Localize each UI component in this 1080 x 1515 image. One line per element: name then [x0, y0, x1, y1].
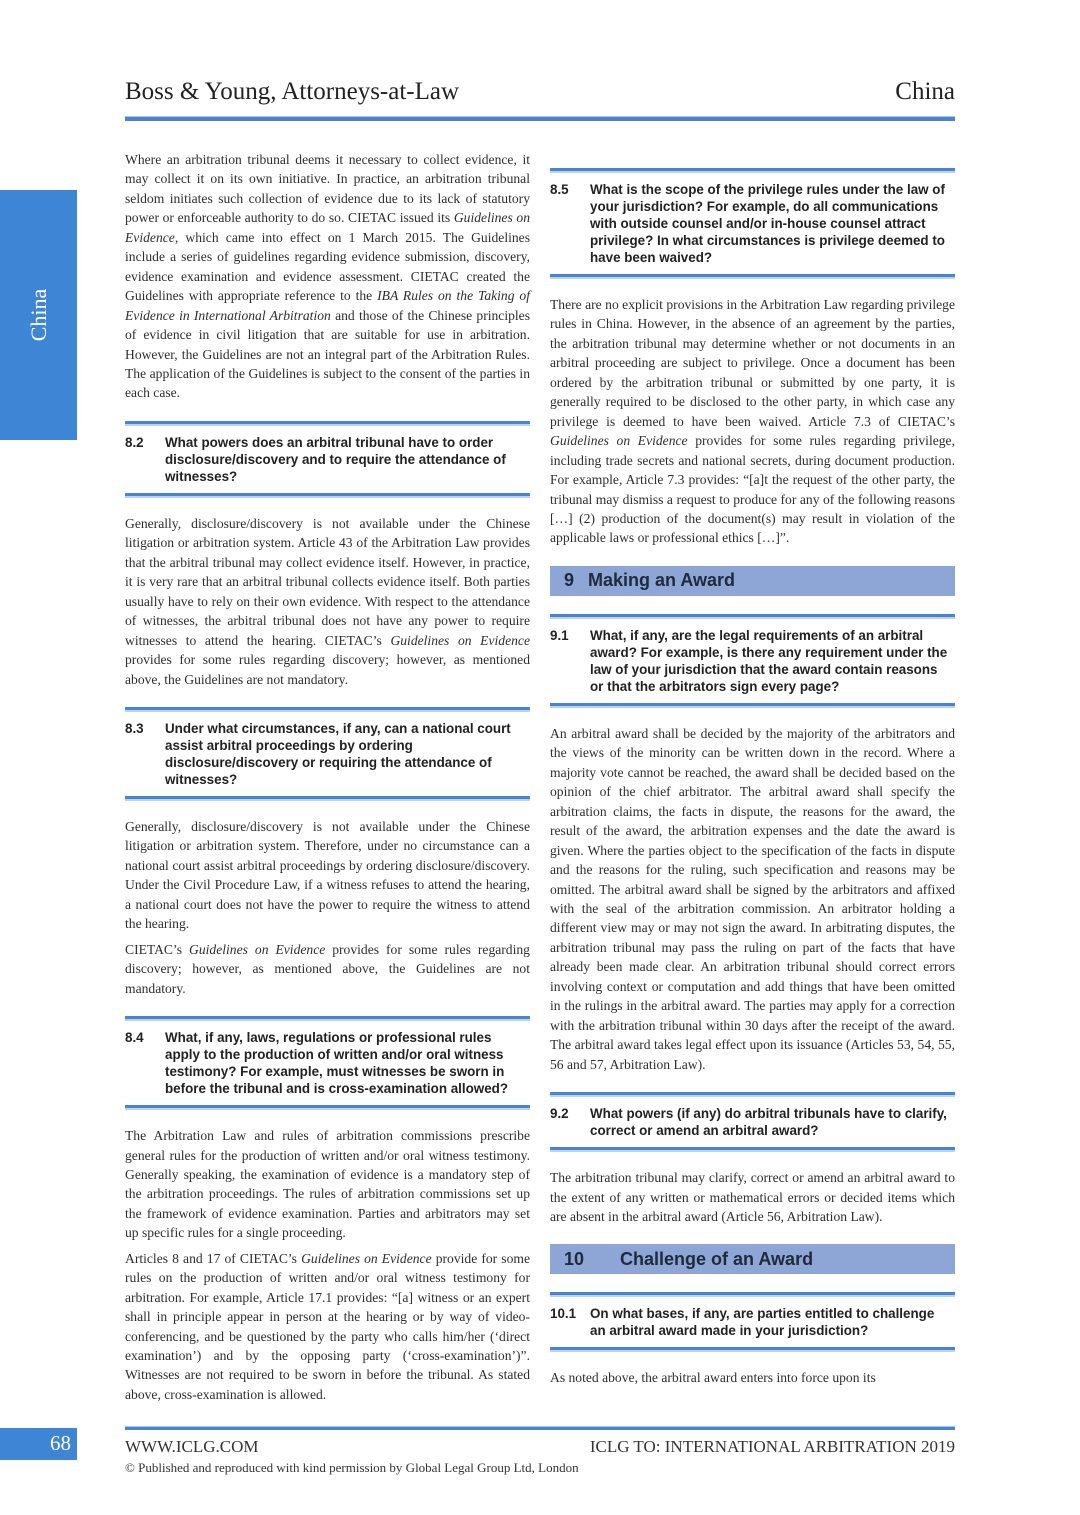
question-number: 9.1	[550, 627, 569, 643]
text-run: provide for some rules on the production of written and/or oral witness testimony for arbitration. For example, Article 17.1 provides: “[a] witness or an expert shall in principle appear in person at the hearing or by way of video-conferencing, and be questioned by the party who calls him/her (‘direct examination’) and by the opposing party (‘cross-examination’)”. Witnesses are not required to be sworn in before the tribunal. As stated above, cross-examination is allowed.	[125, 1250, 531, 1402]
question-bottom-rule	[550, 1347, 955, 1352]
body-paragraph	[125, 514, 530, 689]
text-run: As noted above, the arbitral award enters into force upon its	[550, 1370, 876, 1386]
question-text: Under what circumstances, if any, can a national court assist arbitral proceedings by ordering disclosure/discovery or requiring the attendance of witnesses?	[165, 720, 511, 787]
question-text: What is the scope of the privilege rules under the law of your jurisdiction? For example, do all communications with outside counsel and/or in-house counsel attract privilege? In what circumstances is privilege deemed to have been waived?	[590, 182, 945, 265]
italic-citation: Guidelines on Evidence	[390, 632, 530, 648]
text-run: provides for some rules regarding privilege, including trade secrets and national secrets, during document production. For example, Article 7.3 provides: “[a]t the request of the other party, the tribunal may dismiss a request to produce for any of the following reasons […] (2) production of the document(s) may result in violation of the applicable laws or professional ethics […]”.	[550, 433, 955, 546]
question-bottom-rule	[125, 493, 530, 498]
body-paragraph	[125, 817, 530, 934]
italic-citation: Guidelines on Evidence	[125, 210, 530, 245]
question-heading	[550, 1092, 955, 1152]
text-run: provides for some rules regarding discovery; however, as mentioned above, the Guidelines are not mandatory.	[125, 941, 530, 996]
footer-website-link[interactable]: WWW.ICLG.COM	[125, 1437, 259, 1456]
body-paragraph	[550, 1168, 955, 1226]
section-heading	[550, 1244, 955, 1274]
text-run: The arbitration tribunal may clarify, correct or amend an arbitral award to the extent of any written or mathematical errors or decided items which are absent in the arbitral award (Article 56, Arbitration Law).	[550, 1170, 955, 1224]
text-run: Generally, disclosure/discovery is not available under the Chinese litigation or arbitration system. Therefore, under no circumstance can a national court assist arbitral proceedings by ordering disclosure/discovery. Under the Civil Procedure Law, if a witness refuses to attend the hearing, a national court does not have the power to require the witness to attend the hearing.	[125, 818, 530, 932]
question-heading	[550, 614, 955, 708]
body-paragraph	[550, 295, 955, 548]
section-number: 9	[564, 570, 575, 591]
body-paragraph	[550, 724, 955, 1074]
header-divider	[125, 116, 955, 121]
body-paragraph	[125, 940, 530, 998]
section-number: 10	[564, 1248, 585, 1269]
side-country-tab	[0, 190, 77, 440]
text-run: There are no explicit provisions in the Arbitration Law regarding privilege rules in China. However, in the absence of an agreement by the parties, the arbitration tribunal may determine whether or not documents in an arbitral proceeding are subject to privilege. Once a document has been ordered by the arbitration tribunal or submitted by one party, it is generally required to be disclosed to the other party, in which case any privilege is deemed to have been waived. Article 7.3 of CIETAC’s	[550, 297, 955, 429]
header-firm-name: Boss & Young, Attorneys-at-Law	[125, 78, 460, 105]
text-run: Generally, disclosure/discovery is not available under the Chinese litigation or arbitration system. Article 43 of the Arbitration Law provides that the arbitral tribunal may collect evidence itself. However, in practice, it is very rare that an arbitral tribunal collects evidence itself. Both parties usually have to rely on their own evidence. With respect to the attendance of witnesses, the arbitral tribunal does not have any power to require witnesses to attend the hearing. CIETAC’s	[125, 515, 530, 648]
text-run: Where an arbitration tribunal deems it necessary to collect evidence, it may collect it on its own initiative. In practice, an arbitration tribunal seldom initiates such collection of evidence due to its lack of statutory power or enforceable authority to do so. CIETAC issued its	[125, 152, 530, 226]
question-heading	[550, 1292, 955, 1352]
question-bottom-rule	[125, 1105, 530, 1110]
footer-divider	[125, 1426, 955, 1430]
question-bottom-rule	[550, 274, 955, 279]
question-bottom-rule	[550, 1147, 955, 1152]
question-number: 8.2	[125, 434, 144, 450]
left-column	[125, 150, 530, 1410]
body-paragraph	[125, 1126, 530, 1243]
question-text: What, if any, laws, regulations or professional rules apply to the production of written and/or oral witness testimony? For example, must witnesses be sworn in before the tribunal and is cross-examination allowed?	[165, 1030, 509, 1097]
page-number: 68	[50, 1431, 71, 1455]
text-run: The Arbitration Law and rules of arbitration commissions prescribe general rules for the production of written and/or oral witness testimony. Generally speaking, the examination of evidence is a mandatory step of the arbitration proceedings. The rules of arbitration commissions set up the framework of evidence examination. Parties and arbitrators may set up specific rules for a single proceeding.	[125, 1128, 530, 1241]
question-text: What powers (if any) do arbitral tribunals have to clarify, correct or amend an arbitral award?	[590, 1106, 947, 1139]
header-country: China	[895, 78, 955, 105]
question-number: 9.2	[550, 1106, 569, 1122]
text-run: CIETAC’s	[125, 941, 190, 957]
footer-copyright: © Published and reproduced with kind permission by Global Legal Group Ltd, London	[125, 1460, 579, 1475]
text-run: Articles 8 and 17 of CIETAC’s	[125, 1250, 302, 1266]
question-text: On what bases, if any, are parties entitled to challenge an arbitral award made in your jurisdiction?	[590, 1306, 935, 1339]
italic-citation: IBA Rules on the Taking of Evidence in International Arbitration	[125, 288, 530, 323]
text-run: and those of the Chinese principles of evidence in civil litigation that are suitable for use in arbitration. However, the Guidelines are not an integral part of the Arbitration Rules. The application of the Guidelines is subject to the consent of the parties in each case.	[125, 307, 531, 401]
text-run: , which came into effect on 1 March 2015. The Guidelines include a series of guidelines regarding evidence submission, discovery, evidence examination and evidence assessment. CIETAC created the Guidelines with appropriate reference to the	[125, 229, 530, 304]
body-paragraph	[125, 1249, 530, 1405]
section-title: Challenge of an Award	[620, 1248, 814, 1269]
question-heading	[125, 1016, 530, 1110]
question-heading	[550, 168, 955, 279]
text-run: provides for some rules regarding discovery; however, as mentioned above, the Guidelines are not mandatory.	[125, 652, 530, 687]
body-paragraph	[125, 150, 530, 403]
question-heading	[125, 421, 530, 498]
italic-citation: Guidelines on Evidence	[301, 1250, 432, 1266]
question-number: 8.3	[125, 720, 144, 736]
question-text: What powers does an arbitral tribunal have to order disclosure/discovery and to require the attendance of witnesses?	[165, 434, 506, 484]
question-text: What, if any, are the legal requirements of an arbitral award? For example, is there any requirement under the law of your jurisdiction that the award contain reasons or that the arbitrators sign every page?	[590, 627, 948, 694]
body-paragraph	[550, 1368, 955, 1387]
text-run: An arbitral award shall be decided by the majority of the arbitrators and the views of the minority can be written down in the record. Where a majority vote cannot be reached, the award shall be decided based on the opinion of the chief arbitrator. The arbitral award shall specify the arbitration claims, the facts in dispute, the reasons for the award, the result of the award, the arbitration expenses and the date the award is given. Where the parties object to the specification of the facts in dispute and the reasons for the ruling, such specification and reasons may be omitted. The arbitral award shall be signed by the arbitrators and affixed with the seal of the arbitration commission. An arbitrator holding a different view may or may not sign the award. In arbitrating disputes, the arbitration tribunal may pass the ruling on part of the facts that have already been made clear. An arbitration tribunal should correct errors involving context or computation and add things that have been omitted in the rulings in the arbitral award. The parties may apply for a correction with the arbitration tribunal within 30 days after the receipt of the award. The arbitral award takes legal effect upon its issuance (Articles 53, 54, 55, 56 and 57, Arbitration Law).	[550, 725, 955, 1072]
question-bottom-rule	[125, 796, 530, 801]
page-number-tab	[0, 1428, 77, 1460]
question-bottom-rule	[550, 703, 955, 708]
question-heading	[125, 707, 530, 801]
right-column	[550, 150, 955, 1394]
question-number: 8.5	[550, 182, 569, 197]
question-number: 10.1	[550, 1306, 577, 1322]
footer-publication-title: ICLG TO: INTERNATIONAL ARBITRATION 2019	[589, 1437, 955, 1456]
italic-citation: Guidelines on Evidence	[189, 941, 326, 957]
side-tab-label: China	[25, 288, 51, 342]
question-number: 8.4	[125, 1030, 144, 1046]
section-title: Making an Award	[588, 570, 736, 591]
section-heading	[550, 566, 955, 596]
italic-citation: Guidelines on Evidence	[550, 433, 688, 449]
